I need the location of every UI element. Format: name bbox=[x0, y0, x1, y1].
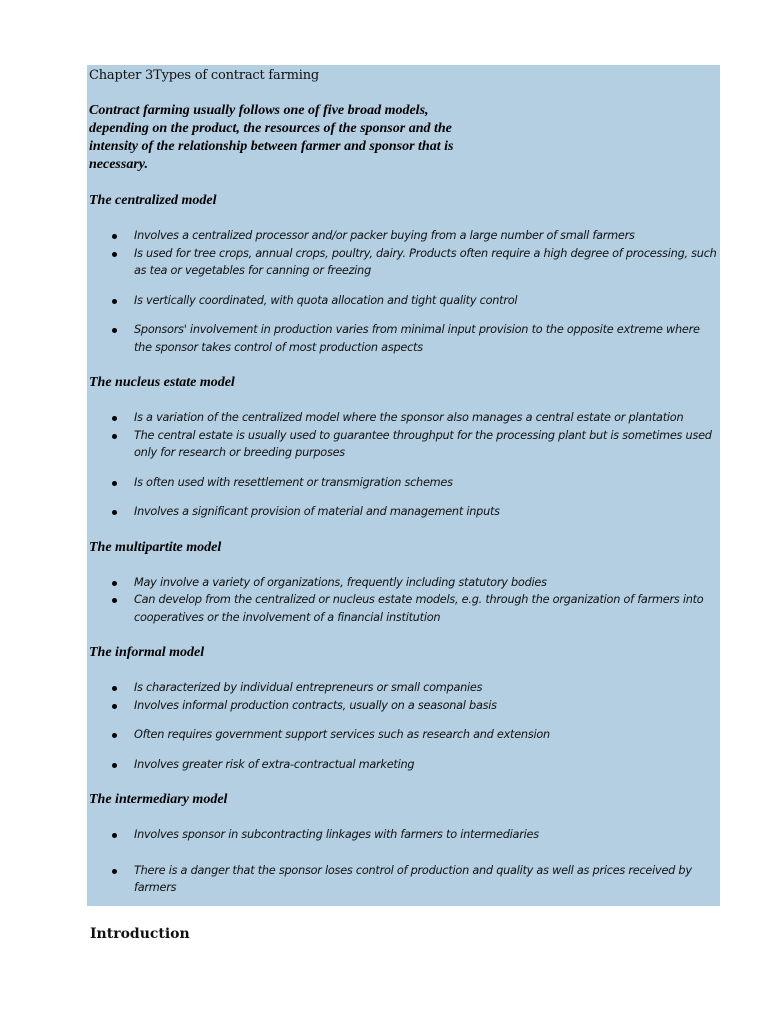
list-item bbox=[89, 826, 718, 844]
intro-paragraph: Contract farming usually follows one of five broad models, depending on the product, the resources of the sponsor and the intensity of the relationship between farmer and sponsor that is necessary. bbox=[89, 103, 454, 172]
list-item-text: Is vertically coordinated, with quota allocation and tight quality control bbox=[134, 293, 518, 307]
list-item-text: There is a danger that the sponsor loses control of production and quality as well as prices received by farmers bbox=[134, 863, 692, 894]
bullet-icon bbox=[112, 581, 117, 586]
bullet-list bbox=[89, 826, 718, 897]
list-item bbox=[89, 591, 718, 626]
bullet-list bbox=[89, 574, 718, 627]
list-item bbox=[89, 227, 718, 245]
list-item bbox=[89, 574, 718, 592]
list-item bbox=[89, 862, 718, 897]
section-heading: The centralized model bbox=[89, 193, 217, 208]
list-item bbox=[89, 409, 718, 427]
list-item-text: Often requires government support services such as research and extension bbox=[134, 728, 550, 741]
list-item bbox=[89, 756, 718, 774]
introduction-heading: Introduction bbox=[90, 926, 190, 942]
list-item-text: Is used for tree crops, annual crops, poultry, dairy. Products often require a high degree of processing, such as tea or vegetables for canning or freezing bbox=[134, 246, 717, 277]
bullet-list bbox=[89, 409, 718, 521]
section-centralized bbox=[89, 192, 718, 356]
section-heading: The informal model bbox=[89, 645, 205, 660]
bullet-icon bbox=[112, 252, 117, 257]
list-item-text: Is a variation of the centralized model where the sponsor also manages a central estate or plantation bbox=[134, 411, 684, 424]
bullet-icon bbox=[112, 299, 117, 304]
bullet-icon bbox=[112, 434, 117, 439]
section-multipartite bbox=[89, 539, 718, 627]
list-item-text: Is often used with resettlement or transmigration schemes bbox=[134, 475, 453, 489]
section-intermediary bbox=[89, 791, 718, 897]
bullet-icon bbox=[112, 686, 117, 691]
bullet-list bbox=[89, 227, 718, 356]
bullet-list bbox=[89, 679, 718, 773]
section-heading: The intermediary model bbox=[89, 792, 228, 807]
section-informal bbox=[89, 644, 718, 773]
bullet-icon bbox=[112, 704, 117, 709]
list-item-text: Sponsors' involvement in production varies from minimal input provision to the opposite extreme where the sponsor takes control of most production aspects bbox=[134, 323, 700, 354]
list-item bbox=[89, 321, 718, 356]
list-item-text: Can develop from the centralized or nucleus estate models, e.g. through the organization of farmers into cooperatives or the involvement of a financial institution bbox=[134, 593, 704, 624]
shaded-text-box bbox=[87, 65, 720, 906]
list-item-text: Involves sponsor in subcontracting linkages with farmers to intermediaries bbox=[134, 828, 539, 841]
bullet-icon bbox=[112, 598, 117, 603]
bullet-icon bbox=[112, 481, 117, 486]
list-item-text: May involve a variety of organizations, frequently including statutory bodies bbox=[134, 575, 547, 589]
list-item-text: Involves greater risk of extra-contractual marketing bbox=[134, 757, 415, 771]
bullet-icon bbox=[112, 416, 117, 421]
section-nucleus-estate bbox=[89, 374, 718, 521]
list-item bbox=[89, 679, 718, 697]
list-item bbox=[89, 245, 718, 280]
bullet-icon bbox=[112, 763, 117, 768]
bullet-icon bbox=[112, 328, 117, 333]
bullet-icon bbox=[112, 234, 117, 239]
list-item bbox=[89, 697, 718, 715]
chapter-title: Chapter 3Types of contract farming bbox=[89, 68, 319, 83]
list-item-text: Is characterized by individual entrepreneurs or small companies bbox=[134, 681, 483, 694]
list-item-text: Involves informal production contracts, usually on a seasonal basis bbox=[134, 698, 497, 712]
list-item-text: Involves a significant provision of material and management inputs bbox=[134, 505, 500, 518]
list-item bbox=[89, 503, 718, 521]
bullet-icon bbox=[112, 733, 117, 738]
bullet-icon bbox=[112, 869, 117, 874]
list-item-text: The central estate is usually used to guarantee throughput for the processing plant but is sometimes used only for research or breeding purposes bbox=[134, 428, 712, 459]
list-item bbox=[89, 474, 718, 492]
section-heading: The nucleus estate model bbox=[89, 375, 235, 390]
list-item-text: Involves a centralized processor and/or packer buying from a large number of small farmers bbox=[134, 229, 635, 242]
bullet-icon bbox=[112, 510, 117, 515]
list-item bbox=[89, 427, 718, 462]
section-heading: The multipartite model bbox=[89, 539, 222, 555]
bullet-icon bbox=[112, 833, 117, 838]
list-item bbox=[89, 726, 718, 744]
list-item bbox=[89, 292, 718, 310]
